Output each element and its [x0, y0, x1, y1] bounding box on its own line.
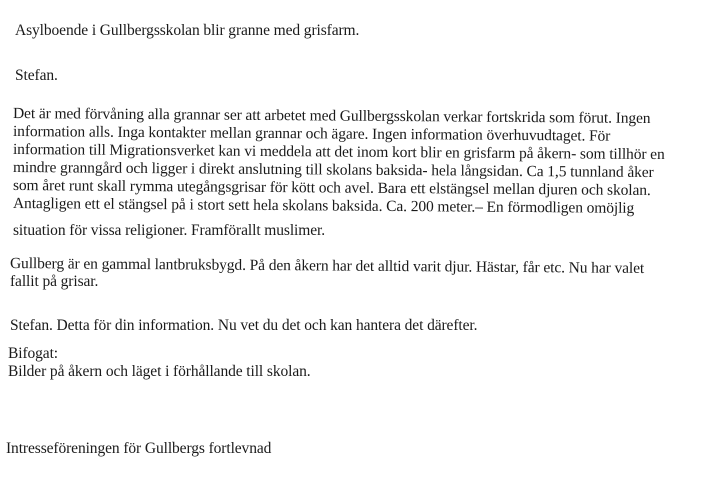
paragraph-1-line-7: situation för vissa religioner. Framförallt muslimer.: [13, 222, 325, 239]
paragraph-1-line-4: mindre granngård och ligger i direkt anslutning till skolans baksida- hela långsidan. Ca 1,5 tunnland åker: [12, 159, 654, 182]
paragraph-3: Stefan. Detta för din information. Nu vet du det och kan hantera det därefter.: [10, 317, 478, 334]
paragraph-1-line-3: information till Migrationsverket kan vi meddela att det inom kort blir en grisfarm på åkern- som tillhör en: [12, 141, 665, 164]
letter-greeting: Stefan.: [15, 67, 58, 84]
signature: Intresseföreningen för Gullbergs fortlevnad: [6, 440, 272, 457]
paragraph-1-line-2: information alls. Inga kontakter mellan grannar och ägare. Ingen information överhuvudtaget. För: [12, 123, 611, 145]
paragraph-2-line-2: fallit på grisar.: [10, 273, 99, 290]
paragraph-1-line-6: Antagligen ett el stängsel på i stort sett hela skolans baksida. Ca. 200 meter.– En förmodligen omöjlig: [12, 195, 635, 217]
paragraph-1-line-1: Det är med förvåning alla grannar ser att arbetet med Gullbergsskolan verkar fortskrida som förut. Ingen: [12, 105, 651, 128]
attachment-text: Bilder på åkern och läget i förhållande till skolan.: [8, 363, 311, 380]
paragraph-2-line-1: Gullberg är en gammal lantbruksbygd. På den åkern har det alltid varit djur. Hästar, får etc. Nu har valet: [9, 255, 645, 277]
attachment-label: Bifogat:: [8, 345, 58, 362]
paragraph-1-line-5: som året runt skall rymma utegångsgrisar för kött och avel. Bara ett elstängsel mellan djuren och skolan.: [12, 177, 651, 200]
letter-title: Asylboende i Gullbergsskolan blir granne med grisfarm.: [15, 22, 360, 39]
